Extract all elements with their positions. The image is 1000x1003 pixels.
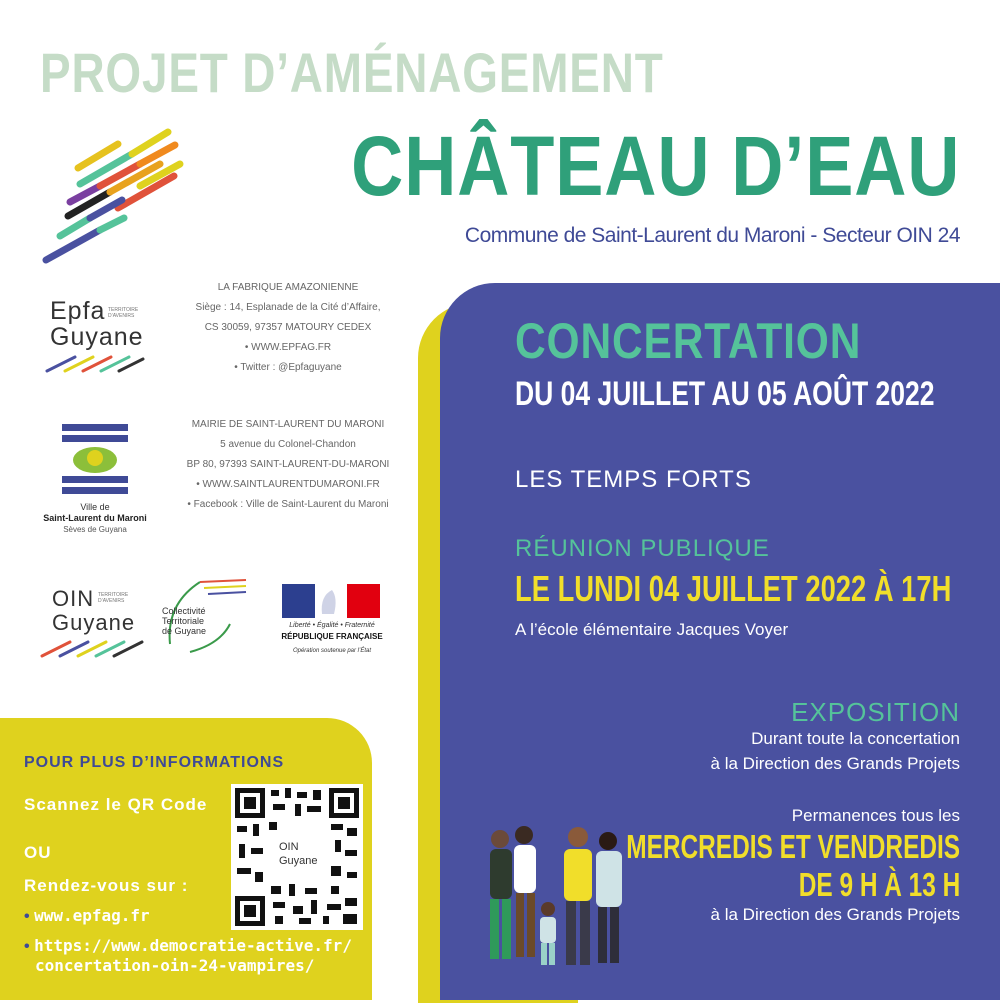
epfa-website-link[interactable]: • WWW.EPFAG.FR [244,342,332,353]
decorative-stripes [40,120,190,270]
epfa-line-1: LA FABRIQUE AMAZONIENNE [217,282,359,293]
oin-logo-main: OIN [52,586,95,611]
oin-logo-tag: TERRITOIRE D’AVENIRS [98,592,129,604]
mairie-caption-1: Ville de [80,502,110,512]
mairie-line-2: 5 avenue du Colonel-Chandon [220,439,356,450]
permanences-place: à la Direction des Grands Projets [710,905,960,924]
link-epfag-text[interactable]: www.epfag.fr [34,906,150,925]
mairie-line-1: MAIRIE DE SAINT-LAURENT DU MARONI [191,419,385,430]
ctg-line-3: de Guyane [162,626,207,636]
project-subtitle: Commune de Saint-Laurent du Maroni - Secteur OIN 24 [464,224,960,247]
ctg-line-1: Collectivité [162,606,206,616]
link-democratie-active[interactable] [24,936,352,976]
epfa-line-3: CS 30059, 97357 MATOURY CEDEX [204,322,372,333]
project-title: PROJET D’AMÉNAGEMENT [40,41,664,104]
qr-code-icon [235,788,359,926]
reunion-label: RÉUNION PUBLIQUE [515,535,770,562]
epfa-contact [158,278,418,378]
reunion-date: LE LUNDI 04 JUILLET 2022 À 17H [515,568,952,609]
link-epfag[interactable] [24,906,150,926]
qr-label-1: OIN [279,841,299,853]
concertation-dates: DU 04 JUILLET AU 05 AOÛT 2022 [515,375,935,413]
marianne-icon [282,584,380,618]
exposition-line-1: Durant toute la concertation [751,729,960,748]
temps-forts-heading: LES TEMPS FORTS [515,466,752,493]
mairie-website-link[interactable]: • WWW.SAINTLAURENTDUMARONI.FR [196,479,380,490]
permanences-days: MERCREDIS ET VENDREDIS [626,828,960,865]
epfa-logo-tag: TERRITOIRE D’AVENIRS [108,307,139,319]
mairie-facebook-link[interactable]: • Facebook : Ville de Saint-Laurent du Maroni [187,499,389,510]
mairie-caption-3: Sèves de Guyana [63,525,127,534]
oin-logo-stripes [40,636,146,658]
rf-note: Opération soutenue par l’État [292,648,372,654]
bullet-icon: • [24,908,30,925]
ctg-logo [160,574,252,656]
rf-motto: Liberté • Égalité • Fraternité [289,622,375,629]
mairie-caption-2: Saint-Laurent du Maroni [43,513,147,523]
epfa-twitter-link[interactable]: • Twitter : @Epfaguyane [234,362,342,373]
info-panel [0,718,372,1000]
qr-label-2: Guyane [279,855,318,867]
info-heading: POUR PLUS D’INFORMATIONS [24,754,285,771]
epfa-line-2: Siège : 14, Esplanade de la Cité d’Affaire, [195,302,381,313]
ou-label: OU [24,843,52,862]
exposition-line-2: à la Direction des Grands Projets [710,754,960,773]
city-crest-icon [60,420,130,500]
project-name: CHÂTEAU D’EAU [350,119,960,213]
mairie-line-3: BP 80, 97393 SAINT-LAURENT-DU-MARONI [186,459,390,470]
rf-name: RÉPUBLIQUE FRANÇAISE [281,632,383,641]
qr-code[interactable] [231,784,363,930]
ctg-name [162,606,206,636]
mairie-contact [158,415,418,515]
exposition-label: EXPOSITION [791,697,960,727]
people-illustration [478,825,638,975]
bullet-icon: • [24,938,30,955]
concertation-title: CONCERTATION [515,313,862,369]
permanences-line: Permanences tous les [791,806,960,825]
rendez-vous-label: Rendez-vous sur : [24,876,189,895]
link-democratie-line-2[interactable]: concertation-oin-24-vampires/ [35,956,315,975]
mairie-logo [30,418,160,538]
scan-qr-label: Scannez le QR Code [24,795,208,814]
epfa-logo-sub: Guyane [50,323,144,351]
republique-francaise-logo [280,584,384,664]
epfa-logo-stripes [45,351,145,373]
oin-logo-sub: Guyane [52,610,136,635]
permanences-hours: DE 9 H À 13 H [798,866,960,903]
link-democratie-line-1[interactable]: https://www.democratie-active.fr/ [34,936,352,955]
ctg-line-2: Territoriale [162,616,205,626]
reunion-place: A l’école élémentaire Jacques Voyer [515,620,789,639]
epfa-logo-main: Epfa [50,297,106,325]
oin-logo [38,580,148,662]
epfa-logo [40,285,160,375]
